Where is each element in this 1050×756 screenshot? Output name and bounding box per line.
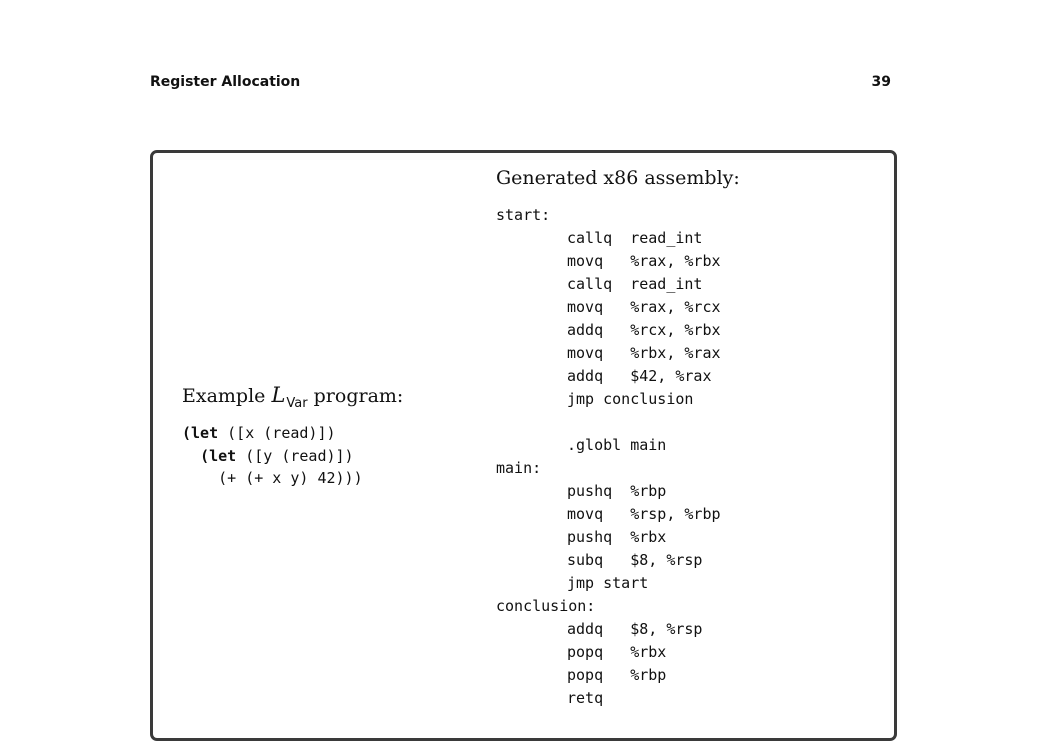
asm-instruction: popq %rbx bbox=[567, 643, 667, 661]
program-text: ([y (read)]) bbox=[236, 446, 354, 465]
asm-line bbox=[496, 664, 721, 687]
asm-instruction: subq $8, %rsp bbox=[567, 551, 703, 569]
program-text: (+ (+ x y) 42))) bbox=[218, 469, 363, 487]
asm-line bbox=[496, 250, 721, 273]
asm-instruction: .globl main bbox=[567, 436, 667, 454]
section-title: Register Allocation bbox=[150, 74, 301, 90]
asm-line bbox=[496, 526, 721, 549]
asm-instruction: callq read_int bbox=[567, 275, 703, 293]
example-program-caption bbox=[182, 383, 403, 411]
asm-line bbox=[496, 388, 721, 411]
assembly-listing bbox=[496, 204, 721, 710]
page-number: 39 bbox=[871, 74, 891, 90]
program-text: ([x (read)]) bbox=[218, 424, 336, 442]
assembly-caption: Generated x86 assembly: bbox=[496, 167, 740, 189]
asm-instruction: pushq %rbx bbox=[567, 528, 667, 546]
asm-line bbox=[496, 618, 721, 641]
caption-prefix: Example bbox=[182, 385, 272, 407]
asm-line bbox=[496, 342, 721, 365]
caption-suffix: program: bbox=[307, 385, 404, 407]
asm-instruction: addq $8, %rsp bbox=[567, 620, 703, 638]
language-name: L bbox=[271, 383, 286, 407]
asm-line bbox=[496, 434, 721, 457]
asm-instruction: movq %rsp, %rbp bbox=[567, 505, 721, 523]
asm-label: start: bbox=[496, 206, 551, 224]
language-subscript: Var bbox=[286, 396, 308, 411]
asm-instruction: addq %rcx, %rbx bbox=[567, 321, 721, 339]
asm-line bbox=[496, 480, 721, 503]
asm-line bbox=[496, 572, 721, 595]
running-header bbox=[150, 72, 891, 92]
asm-label: conclusion: bbox=[496, 597, 596, 615]
asm-instruction: addq $42, %rax bbox=[567, 367, 712, 385]
asm-instruction: callq read_int bbox=[567, 229, 703, 247]
asm-instruction: retq bbox=[567, 689, 604, 707]
asm-line bbox=[496, 296, 721, 319]
asm-instruction: movq %rax, %rbx bbox=[567, 252, 721, 270]
asm-line bbox=[496, 319, 721, 342]
asm-instruction: movq %rbx, %rax bbox=[567, 344, 721, 362]
asm-line bbox=[496, 411, 721, 434]
racket-program bbox=[182, 422, 363, 490]
program-line bbox=[182, 422, 363, 445]
asm-line bbox=[496, 503, 721, 526]
asm-label: main: bbox=[496, 459, 542, 477]
asm-instruction: popq %rbp bbox=[567, 666, 667, 684]
asm-line bbox=[496, 549, 721, 572]
asm-instruction: jmp conclusion bbox=[567, 390, 694, 408]
asm-line bbox=[496, 273, 721, 296]
program-keyword: (let bbox=[182, 424, 219, 442]
program-keyword: (let bbox=[200, 446, 237, 465]
asm-line bbox=[496, 227, 721, 250]
asm-instruction: pushq %rbp bbox=[567, 482, 667, 500]
asm-instruction: movq %rax, %rcx bbox=[567, 298, 721, 316]
program-line bbox=[182, 467, 363, 490]
asm-line bbox=[496, 641, 721, 664]
program-line bbox=[182, 445, 363, 468]
asm-line bbox=[496, 687, 721, 710]
asm-instruction: jmp start bbox=[567, 574, 649, 592]
asm-line bbox=[496, 365, 721, 388]
